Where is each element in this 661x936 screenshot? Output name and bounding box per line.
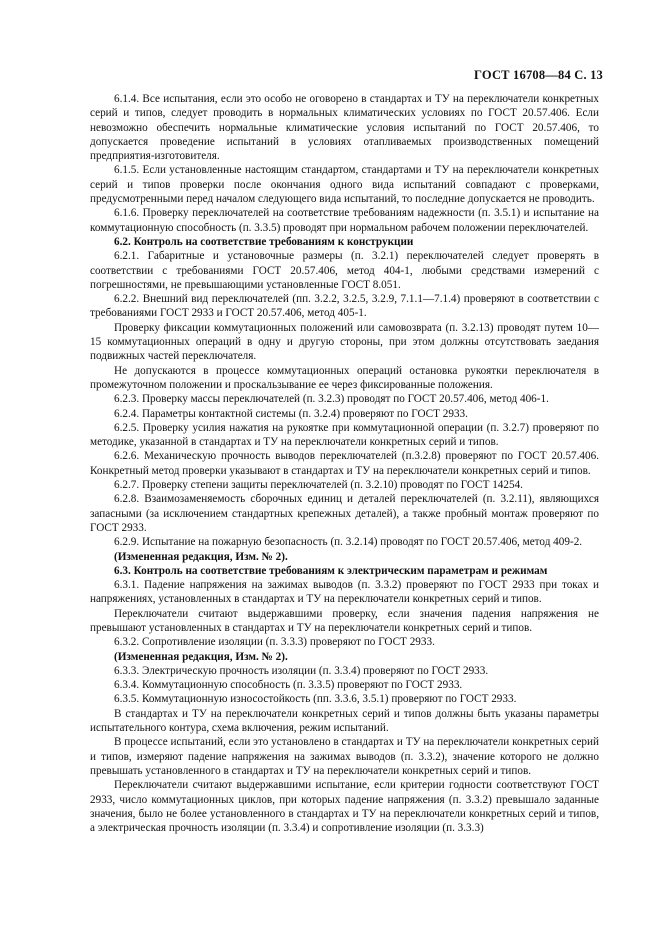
- paragraph-6-2-4: 6.2.4. Параметры контактной системы (п. 3.2.4) проверяют по ГОСТ 2933.: [114, 407, 468, 420]
- paragraph-test-pass-criteria: Переключатели считают выдержавшими испытание, если критерии годности соответствуют ГОСТ 2933, число коммутационных циклов, при которых падение напряжения (п. 3.3.2) превышало заданные значения, было не более установленного в стандартах и ТУ на переключатели конкретных серий и типов, а электрическая прочность изоляции (п. 3.3.4) и сопротивление изоляции (п. 3.3.3): [90, 779, 599, 835]
- paragraph-6-3-3: 6.3.3. Электрическую прочность изоляции (п. 3.3.4) проверяют по ГОСТ 2933.: [114, 664, 489, 677]
- paragraph-6-1-4: 6.1.4. Все испытания, если это особо не оговорено в стандартах и ТУ на переключатели конкретных серий и типов, следует проводить в нормальных климатических условиях по ГОСТ 20.57.406. Если невозможно обеспечить нормальные климатические условия испытаний по ГОСТ 20.57.406, то допускается проведение испытаний в условиях отапливаемых производственных помещений предприятия-изготовителя.: [90, 93, 599, 163]
- paragraph-6-2-3: 6.2.3. Проверку массы переключателей (п. 3.2.3) проводят по ГОСТ 20.57.406, метод 406-1.: [114, 393, 549, 406]
- paragraph-6-3-5: 6.3.5. Коммутационную износостойкость (пп. 3.3.6, 3.5.1) проверяют по ГОСТ 2933.: [114, 693, 517, 706]
- paragraph-fixation-check: Проверку фиксации коммутационных положений или самовозврата (п. 3.2.13) проводят путем 10—15 коммутационных операций в одну и другую стороны, при этом должны отсутствовать заедания подвижных частей переключателя.: [90, 321, 599, 363]
- paragraph-voltage-drop-pass: Переключатели считают выдержавшими проверку, если значения падения напряжения не превышают установленных в стандартах и ТУ на переключатели конкретных серий и типов.: [90, 607, 599, 634]
- paragraph-not-allowed: Не допускаются в процессе коммутационных операций остановка рукоятки переключателя в промежуточном положении и проскальзывание ее через фиксированные положения.: [90, 364, 599, 391]
- paragraph-6-3-2: 6.3.2. Сопротивление изоляции (п. 3.3.3) проверяют по ГОСТ 2933.: [114, 636, 435, 649]
- paragraph-6-2-8: 6.2.8. Взаимозаменяемость сборочных единиц и деталей переключателей (п. 3.2.11), являющихся запасными (за исключением стандартных крепежных деталей), а также пробный монтаж проверяют по ГОСТ 2933.: [90, 493, 599, 534]
- amendment-note: (Измененная редакция, Изм. № 2).: [114, 550, 288, 563]
- paragraph-6-3-4: 6.3.4. Коммутационную способность (п. 3.3.5) проверяют по ГОСТ 2933.: [114, 679, 463, 692]
- document-body: [90, 92, 599, 835]
- paragraph-test-parameters: В стандартах и ТУ на переключатели конкретных серий и типов должны быть указаны параметры испытательного контура, схема включения, режим испытаний.: [90, 707, 599, 735]
- paragraph-6-2-9: 6.2.9. Испытание на пожарную безопасность (п. 3.2.14) проводят по ГОСТ 20.57.406, метод 409-2.: [114, 536, 583, 549]
- amendment-note: (Измененная редакция, Изм. № 2).: [114, 650, 288, 663]
- page-header: ГОСТ 16708—84 С. 13: [474, 68, 603, 82]
- paragraph-6-2-7: 6.2.7. Проверку степени защиты переключателей (п. 3.2.10) проводят по ГОСТ 14254.: [114, 479, 523, 492]
- paragraph-6-2-1: 6.2.1. Габаритные и установочные размеры (п. 3.2.1) переключателей следует проверять в соответствии с требованиями ГОСТ 20.57.406, метод 404-1, любыми средствами измерений с погрешностями, не превышающими установленные ГОСТ 8.051.: [90, 250, 599, 291]
- paragraph-6-3-1: 6.3.1. Падение напряжения на зажимах выводов (п. 3.3.2) проверяют по ГОСТ 2933 при токах и напряжениях, установленных в стандартах и ТУ на переключатели конкретных серий и типов.: [90, 579, 599, 606]
- section-heading-6-3: 6.3. Контроль на соответствие требованиям к электрическим параметрам и режимам: [114, 564, 548, 577]
- section-heading-6-2: 6.2. Контроль на соответствие требованиям к конструкции: [114, 235, 414, 248]
- paragraph-6-1-5: 6.1.5. Если установленные настоящим стандартом, стандартами и ТУ на переключатели конкретных серий и типов проверки после окончания одного вида испытаний совпадают с проверками, предусмотренными перед началом следующего вида испытаний, то последние допускается не проводить.: [90, 164, 599, 206]
- paragraph-6-2-6: 6.2.6. Механическую прочность выводов переключателей (п.3.2.8) проверяют по ГОСТ 20.57.406. Конкретный метод проверки указывают в стандартах и ТУ на переключатели конкретных серий и типов.: [90, 450, 599, 477]
- paragraph-6-2-5: 6.2.5. Проверку усилия нажатия на рукоятке при коммутационной операции (п. 3.2.7) проверяют по методике, указанной в стандартах и ТУ на переключатели конкретных серий и типов.: [90, 421, 599, 449]
- paragraph-during-testing: В процессе испытаний, если это установлено в стандартах и ТУ на переключатели конкретных серий и типов, измеряют падение напряжения на зажимах выводов (п. 3.3.2), значение которого не должно превышать установленного в стандартах и ТУ на переключатели конкретных серий и типов.: [90, 736, 599, 777]
- paragraph-6-2-2: 6.2.2. Внешний вид переключателей (пп. 3.2.2, 3.2.5, 3.2.9, 7.1.1—7.1.4) проверяют в соответствии с требованиями ГОСТ 2933 и ГОСТ 20.57.406, метод 405-1.: [90, 293, 599, 320]
- paragraph-6-1-6: 6.1.6. Проверку переключателей на соответствие требованиям надежности (п. 3.5.1) и испытание на коммутационную способность (п. 3.3.5) проводят при нормальном рабочем положении переключателей.: [90, 207, 599, 234]
